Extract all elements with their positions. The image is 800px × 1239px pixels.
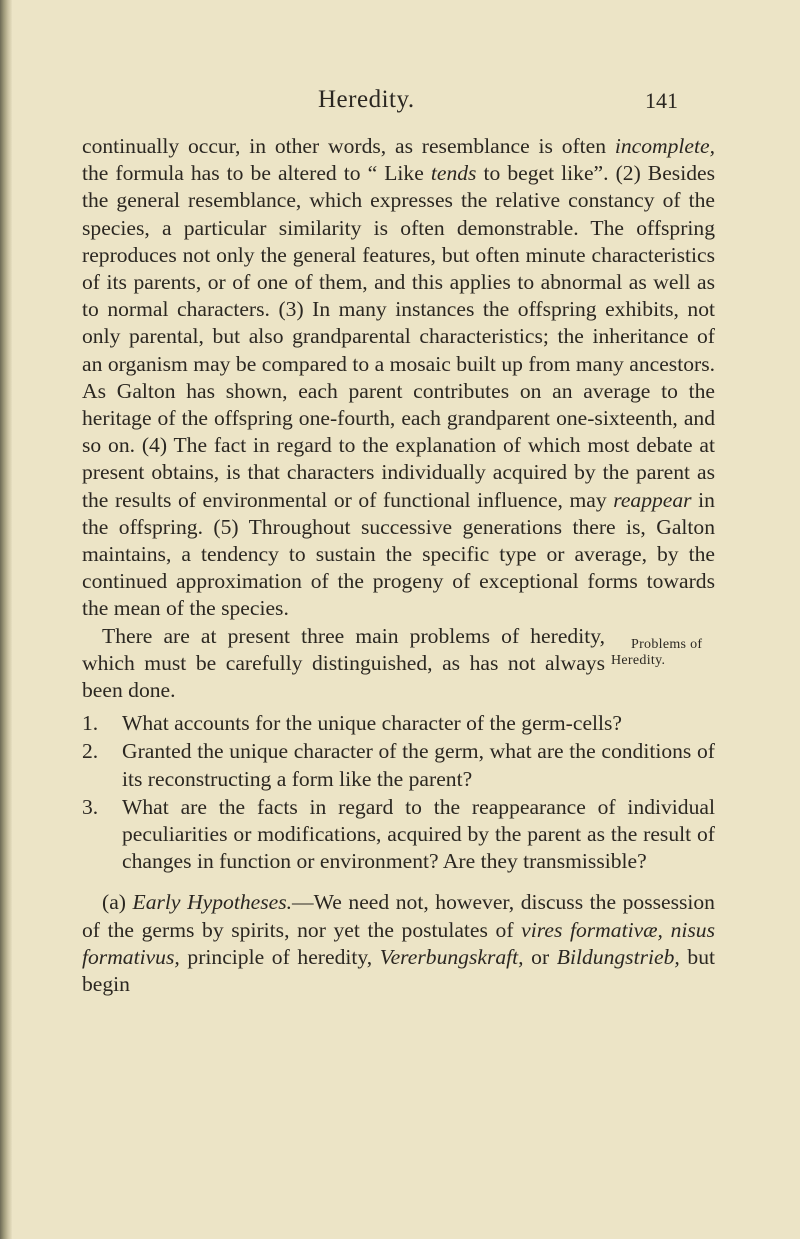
margin-note-problems-of-heredity: Problems of Heredity. bbox=[611, 636, 703, 668]
list-item bbox=[82, 738, 715, 792]
text-run: in the offspring. (5) Throughout successive generations there is, Galton maintains, a tendency to sustain the specific type or average, by the continued approximation of the progeny of exceptional forms towards the mean of the species. bbox=[82, 487, 715, 621]
italic-run: Bildungstrieb, bbox=[556, 944, 680, 969]
italic-run: incomplete, bbox=[614, 134, 715, 158]
text-run: principle of heredity, bbox=[179, 944, 380, 969]
italic-run: Vererbungskraft, bbox=[379, 944, 524, 969]
list-number: 1. bbox=[82, 711, 99, 736]
list-item-text: Granted the unique character of the germ, what are the conditions of its reconstructing a form like the parent? bbox=[122, 739, 715, 791]
list-item bbox=[82, 794, 715, 876]
paragraph-early-hypotheses bbox=[82, 889, 715, 998]
text-run: There are at present three main problems of heredity, which must be carefully distinguished, as has not always been done. bbox=[82, 623, 605, 703]
section-label: (a) bbox=[102, 890, 126, 915]
text-run: the formula has to be altered to “ Like bbox=[82, 161, 431, 186]
page-header bbox=[0, 86, 800, 122]
text-run: or bbox=[523, 944, 557, 969]
paragraph-resemblance bbox=[82, 133, 715, 623]
italic-run: tends bbox=[430, 161, 477, 186]
text-run: —We need not, however, discuss the possession of the germs by spirits, nor yet the postulates of bbox=[82, 890, 715, 942]
list-number: 2. bbox=[82, 739, 99, 764]
list-item-text: What accounts for the unique character of the germ-cells? bbox=[122, 711, 623, 736]
italic-run: reappear bbox=[613, 487, 692, 512]
text-run: but begin bbox=[82, 944, 715, 997]
list-item-text: What are the facts in regard to the reappearance of individual peculiarities or modifications, acquired by the parent as the result of changes in function or environment? Are they transmissible? bbox=[122, 794, 715, 874]
italic-run: vires formativæ, nisus formativus, bbox=[82, 917, 715, 969]
body-text bbox=[82, 133, 715, 998]
text-run: to beget like”. (2) Besides the general resemblance, which expresses the relative constancy of the species, a particular similarity is often demonstrable. The offspring reproduces not only the general features, but often minute characteristics of its parents, or of one of them, and this applies to abnormal as well as to normal characters. (3) In many instances the offspring exhibits, not only parental, but also grandparental characteristics; the inheritance of an organism may be compared to a mosaic built up from many ancestors. As Galton has shown, each parent contributes on an average to the heritage of the offspring one-fourth, each grandparent one-sixteenth, and so on. (4) The fact in regard to the explanation of which most debate at present obtains, is that characters individually acquired by the parent as the results of environmental or of functional influence, may bbox=[82, 161, 715, 512]
page-number: 141 bbox=[645, 88, 678, 113]
problems-list bbox=[82, 710, 715, 875]
text-run: continually occur, in other words, as resemblance is often bbox=[82, 134, 615, 158]
list-number: 3. bbox=[82, 794, 99, 819]
list-item bbox=[82, 710, 715, 737]
running-head: Heredity. bbox=[318, 86, 415, 113]
page-edge bbox=[0, 0, 12, 1239]
paragraph-problems-intro bbox=[82, 623, 715, 705]
section-heading: Early Hypotheses. bbox=[132, 890, 293, 915]
